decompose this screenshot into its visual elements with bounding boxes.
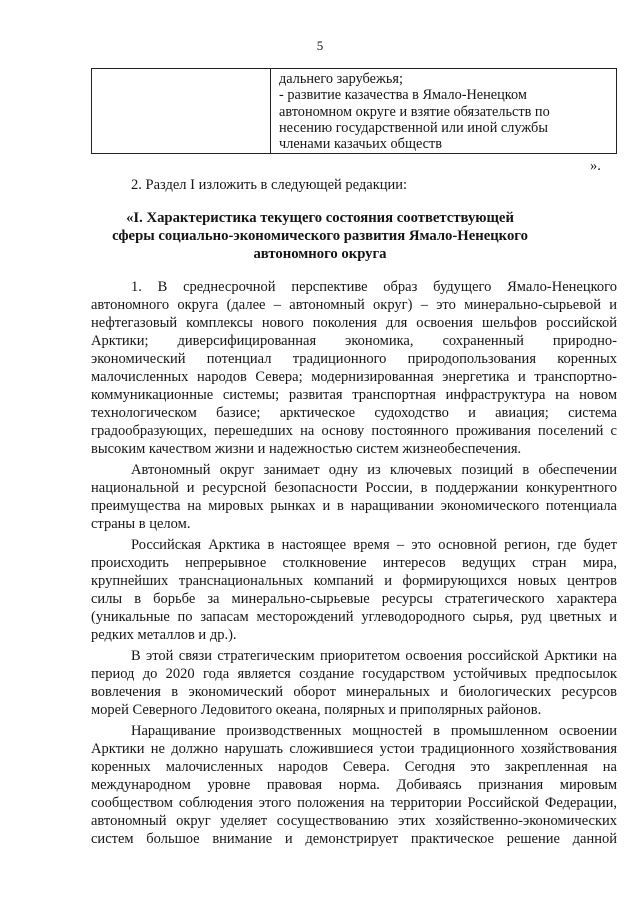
paragraph-line: систем большое внимание и демонстрирует практическое решение данной (91, 831, 617, 847)
table-line: несению государственной или иной службы (279, 119, 548, 136)
paragraph-line: градообразующих, перешедших на основу постоянного проживания поселений с (91, 423, 617, 439)
paragraph-line: Российская Арктика в настоящее время – это основной регион, где будет (131, 537, 617, 553)
table-line: - развитие казачества в Ямало-Ненецком (279, 87, 527, 104)
instruction-text: 2. Раздел I изложить в следующей редакции: (131, 177, 408, 193)
paragraph-line: 1. В среднесрочной перспективе образ будущего Ямало-Ненецкого (131, 279, 617, 295)
paragraph-line: высоким качеством жизни и надежностью систем жизнеобеспечения. (91, 441, 522, 457)
paragraph-line: (уникальные по запасам месторождений углеводородного сырья, руд цветных и (91, 609, 617, 625)
paragraph-line: международном уровне правовая норма. Добиваясь признания мировым (91, 777, 617, 793)
paragraph-line: Арктики не должно нарушать сложившиеся устои традиционного хозяйствования (91, 741, 617, 757)
closing-quote: ». (590, 158, 601, 174)
paragraph-line: сообществом соблюдения этого положения на территории Российской Федерации, (91, 795, 617, 811)
paragraph-line: морей Северного Ледовитого океана, полярных и приполярных районов. (91, 702, 542, 718)
paragraph-line: экономический потенциал традиционного природопользования коренных (91, 351, 617, 367)
paragraph-line: коммуникационные системы; развитая транспортная инфраструктура на новом (91, 387, 617, 403)
table-cell-empty (92, 69, 271, 154)
paragraph-line: редких металлов и др.). (91, 627, 237, 643)
table-cell-text (271, 69, 617, 154)
paragraph-line: коренных малочисленных народов Севера. Сегодня это закрепленная на (91, 759, 617, 775)
paragraph-line: Автономный округ занимает одну из ключевых позиций в обеспечении (131, 462, 617, 478)
paragraph-line: Арктики; диверсифицированная экономика, сохраненный природно- (91, 333, 617, 349)
section-heading-line: автономного округа (253, 246, 387, 262)
paragraph-line: период до 2020 года является создание государством устойчивых предпосылок (91, 666, 617, 682)
section-heading-line: сферы социально-экономического развития Ямало-Ненецкого (112, 228, 528, 244)
table-line: членами казачьих обществ (279, 136, 442, 153)
table-line: автономном округе и взятие обязательств по (279, 103, 550, 120)
continuation-table (91, 68, 617, 154)
paragraph-line: крупнейших транснациональных компаний и формирующихся новых центров (91, 573, 617, 589)
paragraph-line: национальной и ресурсной безопасности России, в поддержании конкурентного (91, 480, 617, 496)
paragraph-line: нефтегазовый комплексы нового поколения для освоения шельфов российской (91, 315, 617, 331)
paragraph-line: преимущества на мировых рынках и в наращивании экономического потенциала (91, 498, 617, 514)
paragraph-line: автономного округа (далее – автономный округ) – это минерально-сырьевой и (91, 297, 617, 313)
paragraph-line: Наращивание производственных мощностей в промышленном освоении (131, 723, 617, 739)
paragraph-line: технологическом базисе; арктическое судоходство и авиация; система (91, 405, 617, 421)
paragraph-line: автономный округ уделяет сосуществованию этих хозяйственно-экономических (91, 813, 617, 829)
paragraph-line: силы в борьбе за минерально-сырьевые ресурсы стратегического характера (91, 591, 617, 607)
paragraph-line: малочисленных народов Севера; модернизированная энергетика и транспортно- (91, 369, 617, 385)
paragraph-line: вовлечения в экономический оборот минеральных и биологических ресурсов (91, 684, 617, 700)
section-heading-line: «I. Характеристика текущего состояния соответствующей (126, 210, 514, 226)
paragraph-line: страны в целом. (91, 516, 191, 532)
page-number: 5 (316, 38, 324, 53)
table-line: дальнего зарубежья; (279, 71, 403, 87)
paragraph-line: происходить непрерывное столкновение интересов ведущих стран мира, (91, 555, 617, 571)
paragraph-line: В этой связи стратегическим приоритетом освоения российской Арктики на (131, 648, 617, 664)
